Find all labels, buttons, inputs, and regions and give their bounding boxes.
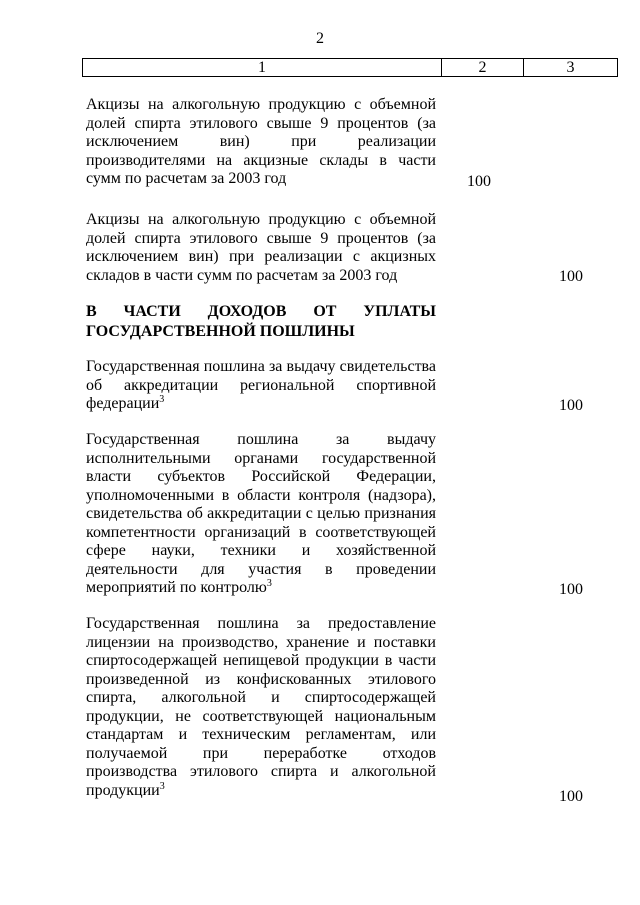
column-number-header xyxy=(82,58,618,77)
duty-accreditation-entry-col3: 100 xyxy=(559,581,583,598)
column-2-number: 2 xyxy=(442,59,524,77)
excise-warehouse-entry-text: Акцизы на алкогольную продукцию с объемной долей спирта этилового свыше 9 процентов (за исключением вин) при реализации с акцизных складов в части сумм по расчетам за 2003 год xyxy=(86,211,436,284)
column-3-number: 3 xyxy=(524,59,618,77)
page-number: 2 xyxy=(316,30,324,47)
duty-license-entry-col3: 100 xyxy=(559,788,583,805)
duty-license-entry-text xyxy=(86,615,436,800)
excise-warehouse-entry-col3: 100 xyxy=(559,268,583,285)
duty-accreditation-text: Государственная пошлина за выдачу исполнительными органами государственной власти субъектов Российской Федерации, уполномоченными в области контроля (надзора), свидетельства об аккредитации с целью признания компетентности организаций в соответствующей сфере науки, техники и хозяйственной деятельности для участия в проведении мероприятий по контролю xyxy=(86,431,436,596)
duty-sport-federation-entry-col3: 100 xyxy=(559,397,583,414)
duty-sport-federation-entry-text xyxy=(86,358,436,414)
footnote-mark: 3 xyxy=(159,780,165,792)
duty-license-text: Государственная пошлина за предоставление лицензии на производство, хранение и поставки спиртосодержащей непищевой продукции в части произведенной из конфискованных этилового спирта, алкогольной и спиртосодержащей продукции, не соответствующей национальным стандартам и техническим регламентам, или получаемой при переработке отходов производства этилового спирта и алкогольной продукции xyxy=(86,615,436,799)
duty-accreditation-entry-text xyxy=(86,431,436,598)
excise-wholesale-entry-text: Акцизы на алкогольную продукцию с объемной долей спирта этилового свыше 9 процентов (за исключением вин) при реализации производителями на акцизные склады в части сумм по расчетам за 2003 год xyxy=(86,96,436,187)
duty-sport-federation-text: Государственная пошлина за выдачу свидетельства об аккредитации региональной спортивной федерации xyxy=(86,358,436,412)
footnote-mark: 3 xyxy=(266,578,272,589)
column-1-number: 1 xyxy=(83,59,442,77)
section-heading-state-duty: В ЧАСТИ ДОХОДОВ ОТ УПЛАТЫ ГОСУДАРСТВЕННОЙ ПОШЛИНЫ xyxy=(86,303,436,340)
footnote-mark: 3 xyxy=(159,394,165,405)
excise-wholesale-entry-col2: 100 xyxy=(467,173,491,190)
